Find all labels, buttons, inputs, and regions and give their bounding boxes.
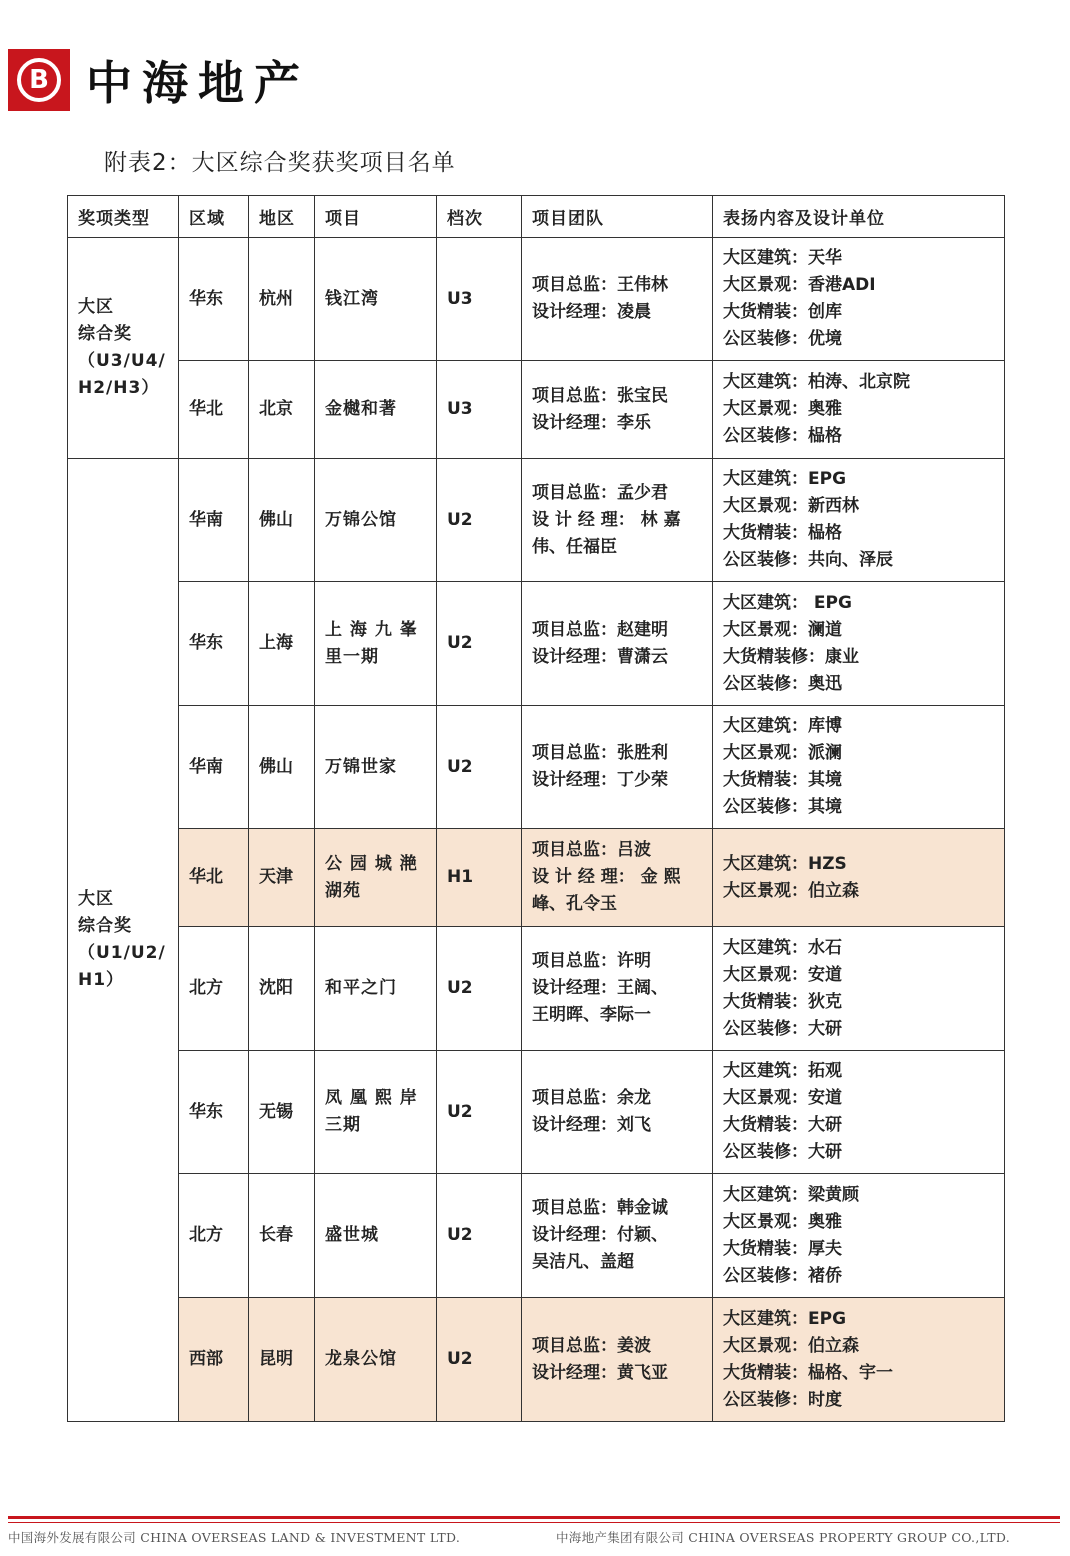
grade-cell: U2 (437, 582, 522, 706)
grade-cell: U2 (437, 706, 522, 829)
credit-line: 大区景观：派澜 (723, 743, 842, 763)
grade-cell: U3 (437, 238, 522, 361)
team-member-line: 设计经理：李乐 (532, 412, 651, 433)
table-row (68, 1174, 1005, 1298)
credit-line: 大区建筑：梁黄顾 (723, 1184, 859, 1205)
credit-line: 公区装修：共向、泽辰 (723, 550, 893, 570)
team-member-line: 项目总监：张胜利 (532, 743, 668, 763)
team-member-line: 设 计 经 理： 林 嘉 (532, 509, 681, 530)
team-member-line: 设计经理：王阔、 (532, 978, 668, 998)
credit-line: 大区景观：伯立森 (723, 880, 859, 901)
credit-line: 大货精装：其境 (723, 770, 842, 790)
project-cell: 钱江湾 (315, 238, 437, 361)
award-category-line: H1） (78, 970, 125, 990)
team-member-line: 项目总监：张宝民 (532, 385, 668, 406)
region-cell: 西部 (179, 1298, 249, 1422)
credit-line: 大货精装：榀格 (723, 523, 842, 543)
credit-line: 公区装修：榀格 (723, 426, 842, 446)
team-cell (522, 582, 713, 706)
footer-rule (8, 1516, 1060, 1519)
grade-cell: H1 (437, 829, 522, 927)
credit-line: 公区装修：优境 (723, 329, 842, 349)
header-project: 项目 (315, 196, 437, 238)
city-cell: 昆明 (249, 1298, 315, 1422)
project-cell: 万锦公馆 (315, 459, 437, 582)
credit-line: 大区建筑：拓观 (723, 1061, 842, 1081)
award-table (67, 195, 1005, 1422)
credits-cell (713, 361, 1005, 459)
table-row (68, 459, 1005, 582)
credit-line: 大区建筑：柏涛、北京院 (723, 372, 910, 392)
team-member-line: 设 计 经 理： 金 熙 (532, 867, 681, 887)
credit-line: 公区装修：奥迅 (723, 673, 842, 694)
city-cell: 佛山 (249, 459, 315, 582)
credit-line: 公区装修：大研 (723, 1018, 842, 1039)
region-cell: 北方 (179, 927, 249, 1051)
grade-cell: U2 (437, 927, 522, 1051)
city-cell: 沈阳 (249, 927, 315, 1051)
credit-line: 大货精装修：康业 (723, 646, 859, 667)
project-cell: 盛世城 (315, 1174, 437, 1298)
team-member-line: 设计经理：黄飞亚 (532, 1362, 668, 1383)
region-cell: 华北 (179, 361, 249, 459)
table-row (68, 238, 1005, 361)
team-member-line: 项目总监：赵建明 (532, 619, 668, 640)
city-cell: 上海 (249, 582, 315, 706)
credit-line: 大区景观：奥雅 (723, 1211, 842, 1232)
credits-cell (713, 829, 1005, 927)
credit-line: 大货精装：大研 (723, 1115, 842, 1135)
team-cell (522, 829, 713, 927)
credit-line: 大货精装：创库 (723, 302, 842, 322)
project-cell: 金樾和著 (315, 361, 437, 459)
team-member-line: 项目总监：吕波 (532, 840, 651, 860)
credit-line: 大区建筑：库博 (723, 716, 842, 736)
grade-cell: U2 (437, 459, 522, 582)
project-cell: 和平之门 (315, 927, 437, 1051)
team-cell (522, 1174, 713, 1298)
team-member-line: 吴洁凡、盖超 (532, 1252, 634, 1272)
header-grade: 档次 (437, 196, 522, 238)
project-cell: 龙泉公馆 (315, 1298, 437, 1422)
region-cell: 华南 (179, 459, 249, 582)
team-cell (522, 459, 713, 582)
project-cell: 公 园 城 滟 湖苑 (315, 829, 437, 927)
award-category-line: 综合奖 (78, 324, 132, 344)
team-member-line: 项目总监：许明 (532, 951, 651, 971)
city-cell: 杭州 (249, 238, 315, 361)
credit-line: 大区景观：奥雅 (723, 399, 842, 419)
table-row (68, 582, 1005, 706)
table-header-row (68, 196, 1005, 238)
award-category-line: 大区 (78, 297, 114, 317)
credits-cell (713, 459, 1005, 582)
credit-line: 大区建筑：EPG (723, 469, 847, 489)
project-cell: 万锦世家 (315, 706, 437, 829)
table-row (68, 1298, 1005, 1422)
credit-line: 大区景观：安道 (723, 964, 842, 985)
team-member-line: 王明晖、李际一 (532, 1005, 651, 1025)
award-category-cell (68, 459, 179, 1422)
credit-line: 公区装修：其境 (723, 797, 842, 817)
team-member-line: 设计经理：刘飞 (532, 1115, 651, 1135)
credit-line: 大区建筑： EPG (723, 592, 852, 613)
team-cell (522, 927, 713, 1051)
header-city: 地区 (249, 196, 315, 238)
city-cell: 长春 (249, 1174, 315, 1298)
team-member-line: 设计经理：付颖、 (532, 1225, 668, 1245)
header-award-type: 奖项类型 (68, 196, 179, 238)
region-cell: 华东 (179, 238, 249, 361)
credit-line: 公区装修：时度 (723, 1389, 842, 1410)
region-cell: 华东 (179, 582, 249, 706)
credit-line: 大区建筑：HZS (723, 853, 847, 874)
grade-cell: U2 (437, 1051, 522, 1174)
team-member-line: 设计经理：丁少荣 (532, 770, 668, 790)
team-member-line: 设计经理：凌晨 (532, 302, 651, 322)
credit-line: 大区景观：安道 (723, 1088, 842, 1108)
credit-line: 大区景观：澜道 (723, 619, 842, 640)
credit-line: 公区装修：大研 (723, 1142, 842, 1162)
team-cell (522, 1298, 713, 1422)
table-row (68, 927, 1005, 1051)
credit-line: 大货精装：厚夫 (723, 1238, 842, 1259)
logo-letter: B (29, 65, 49, 95)
credits-cell (713, 927, 1005, 1051)
city-cell: 佛山 (249, 706, 315, 829)
award-category-line: （U3/U4/ (78, 351, 166, 371)
team-member-line: 伟、任福臣 (532, 536, 617, 557)
credits-cell (713, 1298, 1005, 1422)
project-cell: 凤 凰 熙 岸 三期 (315, 1051, 437, 1174)
credits-cell (713, 1174, 1005, 1298)
footer-left-company: 中国海外发展有限公司 CHINA OVERSEAS LAND & INVESTMENT LTD. (8, 1530, 461, 1545)
credit-line: 大区建筑：EPG (723, 1308, 847, 1329)
credit-line: 大区建筑：天华 (723, 248, 842, 268)
award-category-cell (68, 238, 179, 459)
company-logo (8, 49, 70, 111)
region-cell: 华北 (179, 829, 249, 927)
credits-cell (713, 706, 1005, 829)
page-header (8, 48, 310, 112)
team-member-line: 项目总监：王伟林 (532, 275, 668, 295)
table-row (68, 706, 1005, 829)
city-cell: 无锡 (249, 1051, 315, 1174)
header-credits: 表扬内容及设计单位 (713, 196, 1005, 238)
credit-line: 大区景观：香港ADI (723, 275, 876, 295)
team-cell (522, 361, 713, 459)
team-member-line: 项目总监：余龙 (532, 1088, 651, 1108)
grade-cell: U2 (437, 1298, 522, 1422)
team-cell (522, 1051, 713, 1174)
table-row (68, 829, 1005, 927)
award-category-line: 大区 (78, 889, 114, 909)
credits-cell (713, 1051, 1005, 1174)
credits-cell (713, 238, 1005, 361)
credit-line: 大区景观：伯立森 (723, 1335, 859, 1356)
logo-ring (17, 58, 61, 102)
credit-line: 大货精装：榀格、宇一 (723, 1362, 893, 1383)
credit-line: 大区建筑：水石 (723, 937, 842, 958)
footer-rule-thin (8, 1522, 1060, 1523)
credit-line: 大货精装：狄克 (723, 991, 842, 1012)
project-cell: 上 海 九 峯 里一期 (315, 582, 437, 706)
header-team: 项目团队 (522, 196, 713, 238)
table-row (68, 361, 1005, 459)
credit-line: 大区景观：新西林 (723, 496, 859, 516)
city-cell: 北京 (249, 361, 315, 459)
document-title: 附表2：大区综合奖获奖项目名单 (104, 150, 456, 176)
credits-cell (713, 582, 1005, 706)
region-cell: 北方 (179, 1174, 249, 1298)
team-cell (522, 706, 713, 829)
award-category-line: H2/H3） (78, 378, 160, 398)
award-category-line: （U1/U2/ (78, 943, 166, 963)
header-region: 区域 (179, 196, 249, 238)
team-member-line: 项目总监：孟少君 (532, 482, 668, 503)
region-cell: 华东 (179, 1051, 249, 1174)
grade-cell: U3 (437, 361, 522, 459)
table-row (68, 1051, 1005, 1174)
team-member-line: 峰、孔令玉 (532, 894, 617, 914)
city-cell: 天津 (249, 829, 315, 927)
award-category-line: 综合奖 (78, 916, 132, 936)
team-member-line: 设计经理：曹潇云 (532, 646, 668, 667)
team-cell (522, 238, 713, 361)
team-member-line: 项目总监：姜波 (532, 1335, 651, 1356)
team-member-line: 项目总监：韩金诚 (532, 1198, 668, 1218)
footer-right-company: 中海地产集团有限公司 CHINA OVERSEAS PROPERTY GROUP CO.,LTD. (556, 1530, 1010, 1545)
grade-cell: U2 (437, 1174, 522, 1298)
brand-name: 中海地产 (86, 56, 310, 110)
region-cell: 华南 (179, 706, 249, 829)
credit-line: 公区装修：褚侨 (723, 1265, 842, 1286)
